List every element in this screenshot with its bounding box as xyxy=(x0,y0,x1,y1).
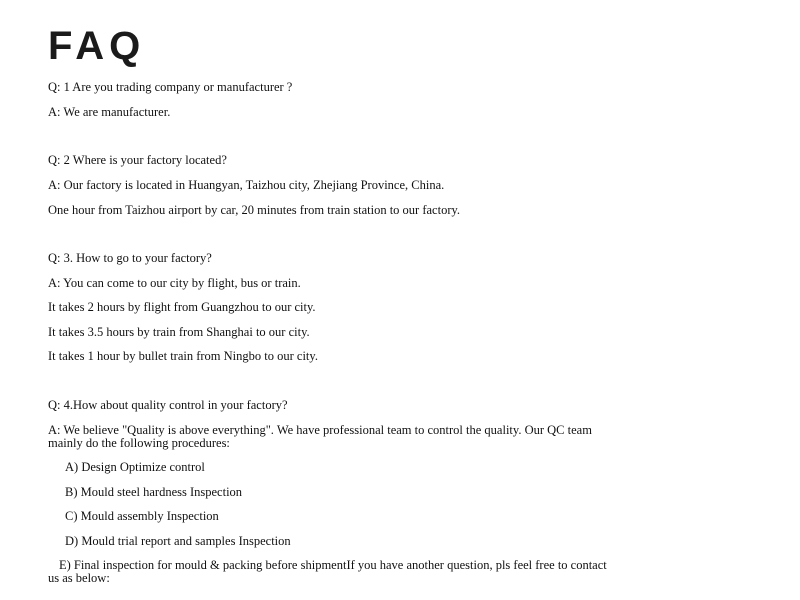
answer-3-line: It takes 3.5 hours by train from Shanghai to our city. xyxy=(48,325,310,339)
question-1: Q: 1 Are you trading company or manufacturer ? xyxy=(48,80,293,94)
answer-2: A: Our factory is located in Huangyan, Taizhou city, Zhejiang Province, China. xyxy=(48,178,445,192)
procedure-item: B) Mould steel hardness Inspection xyxy=(65,485,243,499)
question-3: Q: 3. How to go to your factory? xyxy=(48,251,212,265)
page-title: FAQ xyxy=(48,24,146,68)
answer-3-line: It takes 1 hour by bullet train from Ningbo to our city. xyxy=(48,349,318,363)
question-4: Q: 4.How about quality control in your factory? xyxy=(48,398,288,412)
question-2: Q: 2 Where is your factory located? xyxy=(48,153,227,167)
procedure-item: C) Mould assembly Inspection xyxy=(65,509,219,523)
answer-3-line: It takes 2 hours by flight from Guangzhou to our city. xyxy=(48,300,316,314)
answer-3: A: You can come to our city by flight, bus or train. xyxy=(48,276,301,290)
procedure-item: D) Mould trial report and samples Inspection xyxy=(65,534,291,548)
answer-2-extra: One hour from Taizhou airport by car, 20 minutes from train station to our factory. xyxy=(48,203,461,217)
procedure-item: A) Design Optimize control xyxy=(65,460,205,474)
final-inspection-note: E) Final inspection for mould & packing before shipmentIf you have another question, pls feel free to contact us as below: xyxy=(48,558,607,585)
answer-1: A: We are manufacturer. xyxy=(48,105,171,119)
answer-4: A: We believe "Quality is above everything". We have professional team to control the quality. Our QC team mainly do the following procedures: xyxy=(48,423,592,450)
